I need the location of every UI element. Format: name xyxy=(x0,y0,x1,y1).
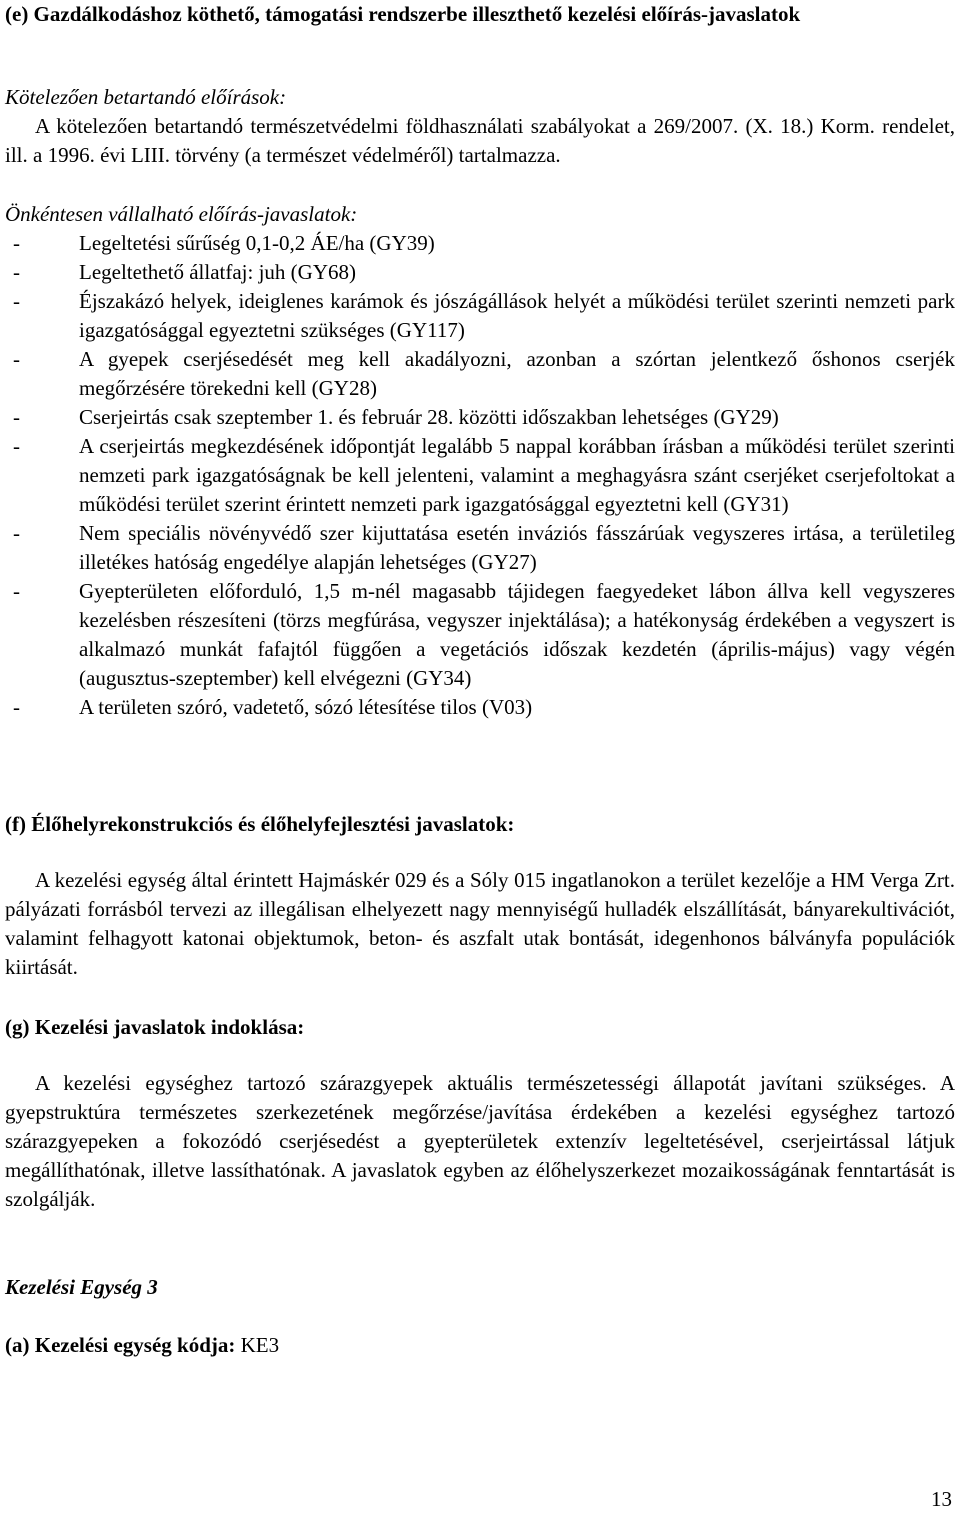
list-item: - A területen szóró, vadetető, sózó létesítése tilos (V03) xyxy=(5,693,955,722)
unit3-code-label: (a) Kezelési egység kódja: xyxy=(5,1333,236,1357)
list-dash: - xyxy=(13,289,20,313)
section-g-text: A kezelési egységhez tartozó szárazgyepek aktuális természetességi állapotát javítani szükséges. A gyepstruktúra természetes szerkezetének megőrzése/javítása érdekében a kezelési egységhez tartozó szárazgyepeken a fokozódó cserjésedést a gyepterületek extenzív legeltetésével, cserjeirtással látjuk megállíthatónak, illetve lassíthatónak. A javaslatok egyben az élőhelyszerkezet mozaikosságának fenntartását is szolgálják. xyxy=(5,1071,955,1211)
section-f-text: A kezelési egység által érintett Hajmáskér 029 és a Sóly 015 ingatlanokon a terület kezelője a HM Verga Zrt. pályázati forrásból tervezi az illegálisan elhelyezett nagy mennyiségű hulladék elszállítását, bányarekultivációt, valamint felhagyott katonai objektumok, beton- és aszfalt utak bontását, idegenhonos bálványfa populációk kiirtását. xyxy=(5,868,955,979)
voluntary-heading: Önkéntesen vállalható előírás-javaslatok: xyxy=(5,202,358,226)
list-item: - A cserjeirtás megkezdésének időpontját legalább 5 nappal korábban írásban a működési terület szerinti nemzeti park igazgatóságnak be kell jelenteni, valamint a meghagyásra szánt cserjéket cserjefoltokat a működési terület szerint érintett nemzeti park igazgatósággal egyeztetni kell (GY31) xyxy=(13,434,955,516)
voluntary-list xyxy=(5,229,955,722)
list-item: - A gyepek cserjésedését meg kell akadályozni, azonban a szórtan jelentkező őshonos cserjék megőrzésére törekedni kell (GY28) xyxy=(13,347,955,400)
list-dash: - xyxy=(13,521,20,545)
list-item: - Éjszakázó helyek, ideiglenes karámok és jószágállások helyét a működési terület szerinti nemzeti park igazgatósággal egyeztetni szükséges (GY117) xyxy=(13,289,955,342)
mandatory-heading: Kötelezően betartandó előírások: xyxy=(5,85,287,109)
list-item: - Cserjeirtás csak szeptember 1. és február 28. közötti időszakban lehetséges (GY29) xyxy=(5,403,955,432)
section-e-title: (e) Gazdálkodáshoz köthető, támogatási rendszerbe illeszthető kezelési előírás-javaslatok xyxy=(5,2,801,26)
list-dash: - xyxy=(13,231,20,255)
unit3-heading: Kezelési Egység 3 xyxy=(5,1275,158,1299)
list-item: - Gyepterületen előforduló, 1,5 m-nél magasabb tájidegen faegyedeket lábon állva kell vegyszeres kezelésben részesíteni (törzs megfúrása, vegyszer injektálása); a hatékonyság érdekében a vegyszert is alkalmazó munkát fafajtól függően a vegetációs időszak kezdetén (április-május) vagy végén (augusztus-szeptember) kell elvégezni (GY34) xyxy=(13,579,955,690)
list-dash: - xyxy=(13,405,20,429)
unit3-code-line xyxy=(5,1331,279,1360)
page-number: 13 xyxy=(931,1487,952,1511)
list-item: - Legeltethető állatfaj: juh (GY68) xyxy=(5,258,955,287)
section-g-title: (g) Kezelési javaslatok indoklása: xyxy=(5,1015,305,1039)
list-dash: - xyxy=(13,260,20,284)
mandatory-text: A kötelezően betartandó természetvédelmi földhasználati szabályokat a 269/2007. (X. 18.) Korm. rendelet, ill. a 1996. évi LIII. törvény (a természet védelméről) tartalmazza. xyxy=(5,114,955,167)
list-dash: - xyxy=(13,347,20,371)
list-dash: - xyxy=(13,695,20,719)
unit3-code-value: KE3 xyxy=(240,1333,280,1357)
list-dash: - xyxy=(13,579,20,603)
list-item: - Legeltetési sűrűség 0,1-0,2 ÁE/ha (GY39) xyxy=(5,229,955,258)
section-f-title: (f) Élőhelyrekonstrukciós és élőhelyfejlesztési javaslatok: xyxy=(5,812,515,836)
list-dash: - xyxy=(13,434,20,458)
list-item: - Nem speciális növényvédő szer kijuttatása esetén inváziós fásszárúak vegyszeres irtása, a területileg illetékes hatóság engedélye alapján lehetséges (GY27) xyxy=(13,521,955,574)
